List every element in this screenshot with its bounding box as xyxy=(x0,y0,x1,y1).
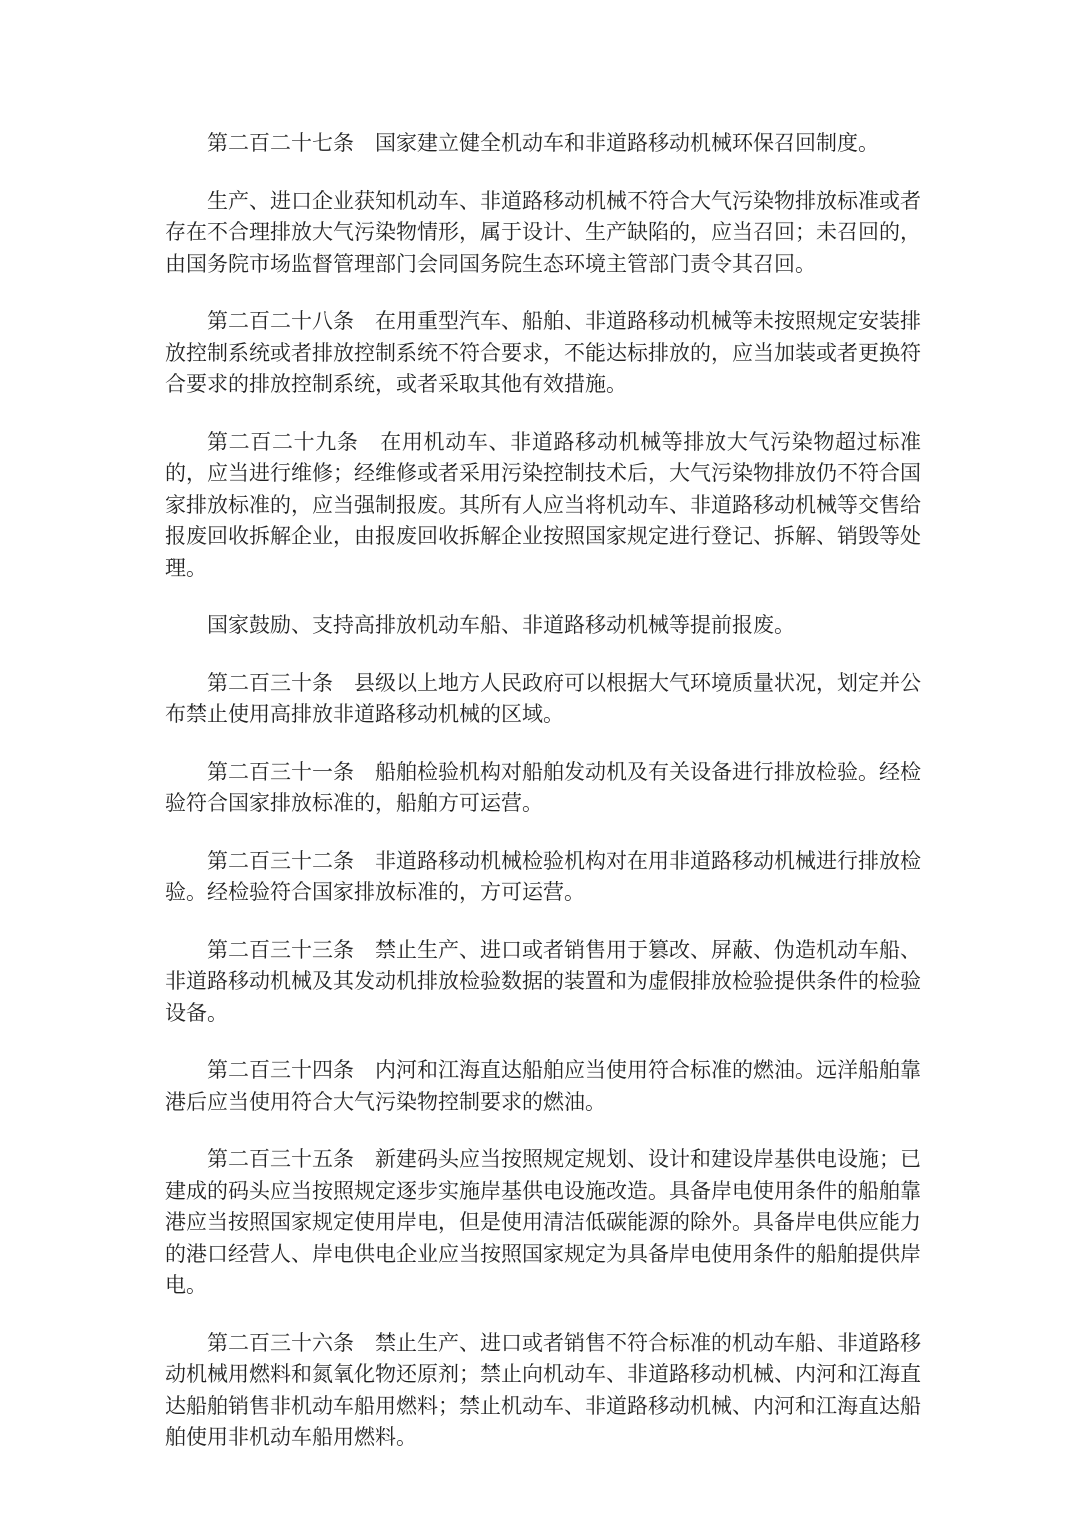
article-232: 第二百三十二条 非道路移动机械检验机构对在用非道路移动机械进行排放检验。经检验符合国家排放标准的，方可运营。 xyxy=(165,848,921,904)
article-233: 第二百三十三条 禁止生产、进口或者销售用于篡改、屏蔽、伪造机动车船、非道路移动机械及其发动机排放检验数据的装置和为虚假排放检验提供条件的检验设备。 xyxy=(165,937,921,1025)
article-228: 第二百二十八条 在用重型汽车、船舶、非道路移动机械等未按照规定安装排放控制系统或者排放控制系统不符合要求，不能达标排放的，应当加装或者更换符合要求的排放控制系统，或者采取其他有效措施。 xyxy=(165,309,921,396)
document-body xyxy=(165,128,921,1480)
article-231: 第二百三十一条 船舶检验机构对船舶发动机及有关设备进行排放检验。经检验符合国家排放标准的，船舶方可运营。 xyxy=(165,759,921,815)
article-235: 第二百三十五条 新建码头应当按照规定规划、设计和建设岸基供电设施；已建成的码头应当按照规定逐步实施岸基供电设施改造。具备岸电使用条件的船舶靠港应当按照国家规定使用岸电，但是使用清洁低碳能源的除外。具备岸电供应能力的港口经营人、岸电供电企业应当按照国家规定为具备岸电使用条件的船舶提供岸电。 xyxy=(165,1147,921,1297)
article-227: 第二百二十七条 国家建立健全机动车和非道路移动机械环保召回制度。 xyxy=(207,131,879,155)
article-236: 第二百三十六条 禁止生产、进口或者销售不符合标准的机动车船、非道路移动机械用燃料和氮氧化物还原剂；禁止向机动车、非道路移动机械、内河和江海直达船舶销售非机动车船用燃料；禁止机动车、非道路移动机械、内河和江海直达船舶使用非机动车船用燃料。 xyxy=(165,1330,921,1449)
article-229-early-scrap-clause: 国家鼓励、支持高排放机动车船、非道路移动机械等提前报废。 xyxy=(207,613,795,637)
article-229: 第二百二十九条 在用机动车、非道路移动机械等排放大气污染物超过标准的，应当进行维修；经维修或者采用污染控制技术后，大气污染物排放仍不符合国家排放标准的，应当强制报废。其所有人应当将机动车、非道路移动机械等交售给报废回收拆解企业，由报废回收拆解企业按照国家规定进行登记、拆解、销毁等处理。 xyxy=(165,429,921,580)
article-230: 第二百三十条 县级以上地方人民政府可以根据大气环境质量状况，划定并公布禁止使用高排放非道路移动机械的区域。 xyxy=(165,670,921,726)
article-227-recall-clause: 生产、进口企业获知机动车、非道路移动机械不符合大气污染物排放标准或者存在不合理排放大气污染物情形，属于设计、生产缺陷的，应当召回；未召回的，由国务院市场监督管理部门会同国务院生态环境主管部门责令其召回。 xyxy=(165,188,921,276)
article-234: 第二百三十四条 内河和江海直达船舶应当使用符合标准的燃油。远洋船舶靠港后应当使用符合大气污染物控制要求的燃油。 xyxy=(165,1058,921,1114)
